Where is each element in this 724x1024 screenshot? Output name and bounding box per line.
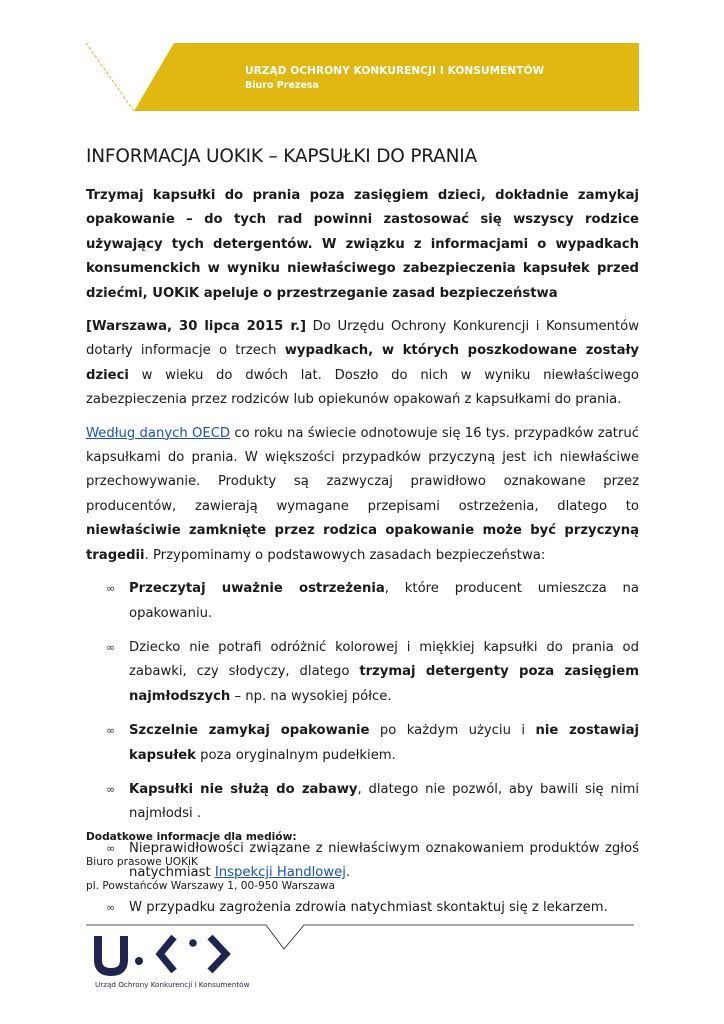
list-item bbox=[86, 778, 639, 827]
dateline: [Warszawa, 30 lipca 2015 r.] bbox=[86, 319, 307, 335]
paragraph-oecd-text-2: . Przypominamy o podstawowych zasadach bezpieczeństwa: bbox=[144, 547, 546, 563]
footer-graphic bbox=[0, 905, 724, 985]
list-item-text: , które producent umieszcza na opakowaniu. bbox=[129, 581, 639, 621]
list-item-text: – np. na wysokiej półce. bbox=[230, 688, 392, 704]
paragraph-incidents-bold: wypadkach, w których poszkodowane zostały dzieci bbox=[86, 343, 639, 383]
list-item-bold: nie zostawiaj kapsułek bbox=[129, 723, 640, 763]
bullet-infinity-icon: ∞ bbox=[106, 640, 116, 654]
uokik-logo bbox=[98, 936, 226, 972]
header-office: Biuro Prezesa bbox=[245, 80, 319, 91]
list-item bbox=[86, 636, 639, 709]
paragraph-oecd bbox=[86, 422, 639, 568]
bullet-infinity-icon: ∞ bbox=[106, 900, 116, 914]
list-item-text: poza oryginalnym pudełkiem. bbox=[195, 747, 396, 763]
list-item-bold: Przeczytaj uważnie ostrzeżenia bbox=[129, 581, 385, 597]
press-office: Biuro prasowe UOKiK bbox=[86, 856, 198, 868]
list-item-bold: Kapsułki nie służą do zabawy bbox=[129, 781, 358, 797]
paragraph-oecd-text-1: co roku na świecie odnotowuje się 16 tys. przypadków zatruć kapsułkami do prania. W większości przypadków przyczyną jest ich niewłaściwe przechowywanie. Produkty są zazwyczaj prawidłowo oznakowane przez producentów, zawierają wymagane przepisami ostrzeżenia, dlatego to bbox=[86, 425, 639, 514]
media-heading: Dodatkowe informacje dla mediów: bbox=[86, 831, 297, 843]
document-body bbox=[86, 184, 639, 930]
bullet-infinity-icon: ∞ bbox=[106, 841, 116, 855]
header-org-name: URZĄD OCHRONY KONKURENCJI I KONSUMENTÓW bbox=[245, 65, 545, 77]
lead-paragraph: Trzymaj kapsułki do prania poza zasięgiem dzieci, dokładnie zamykaj opakowanie – do tych rad powinni zastosować się wszyscy rodzice używający tych detergentów. W związku z informacjami o wypadkach konsumenckich w wyniku niewłaściwego zabezpieczenia kapsułek przed dziećmi, UOKiK apeluje o przestrzeganie zasad bezpieczeństwa bbox=[86, 188, 639, 301]
bullet-infinity-icon: ∞ bbox=[106, 782, 116, 796]
paragraph-oecd-bold: niewłaściwie zamknięte przez rodzica opakowanie może być przyczyną tragedii bbox=[86, 523, 639, 563]
trade-inspection-link[interactable]: Inspekcji Handlowej bbox=[214, 865, 346, 881]
list-item-text: W przypadku zagrożenia zdrowia natychmiast skontaktuj się z lekarzem. bbox=[129, 899, 608, 915]
list-item-text: Dziecko nie potrafi odróżnić kolorowej i miękkiej kapsułki do prania od zabawki, czy słodyczy, dlatego bbox=[129, 639, 639, 680]
logo-caption: Urząd Ochrony Konkurencji i Konsumentów bbox=[95, 980, 250, 989]
list-item bbox=[86, 719, 639, 768]
page-title: INFORMACJA UOKIK – KAPSUŁKI DO PRANIA bbox=[86, 146, 477, 167]
header-banner bbox=[134, 43, 639, 111]
list-item-text: po każdym użyciu i bbox=[369, 723, 536, 739]
list-item-text: . bbox=[345, 865, 351, 881]
list-item-text: , dlatego nie pozwól, aby bawili się nimi najmłodsi . bbox=[129, 781, 639, 822]
bullet-infinity-icon: ∞ bbox=[106, 582, 116, 596]
list-item-bold: Szczelnie zamykaj opakowanie bbox=[129, 723, 370, 739]
oecd-data-link[interactable]: Według danych OECD bbox=[86, 425, 231, 441]
paragraph-incidents bbox=[86, 315, 639, 413]
list-item-bold: trzymaj detergenty poza zasięgiem najmłodszych bbox=[129, 664, 639, 704]
list-item-text: Nieprawidłowości związane z niewłaściwym oznakowaniem produktów zgłoś natychmiast bbox=[129, 840, 639, 881]
bullet-infinity-icon: ∞ bbox=[106, 724, 116, 738]
paragraph-incidents-text-1: Do Urzędu Ochrony Konkurencji i Konsumentów dotarły informacje o trzech bbox=[86, 319, 639, 359]
paragraph-incidents-text-2: w wieku do dwóch lat. Doszło do nich w wyniku niewłaściwego zabezpieczenia przez rodziców lub opiekunów opakowań z kapsułkami do prania. bbox=[86, 367, 639, 408]
press-address: pl. Powstańców Warszawy 1, 00-950 Warszawa bbox=[86, 880, 336, 892]
list-item bbox=[86, 577, 639, 626]
media-contact bbox=[86, 829, 639, 902]
